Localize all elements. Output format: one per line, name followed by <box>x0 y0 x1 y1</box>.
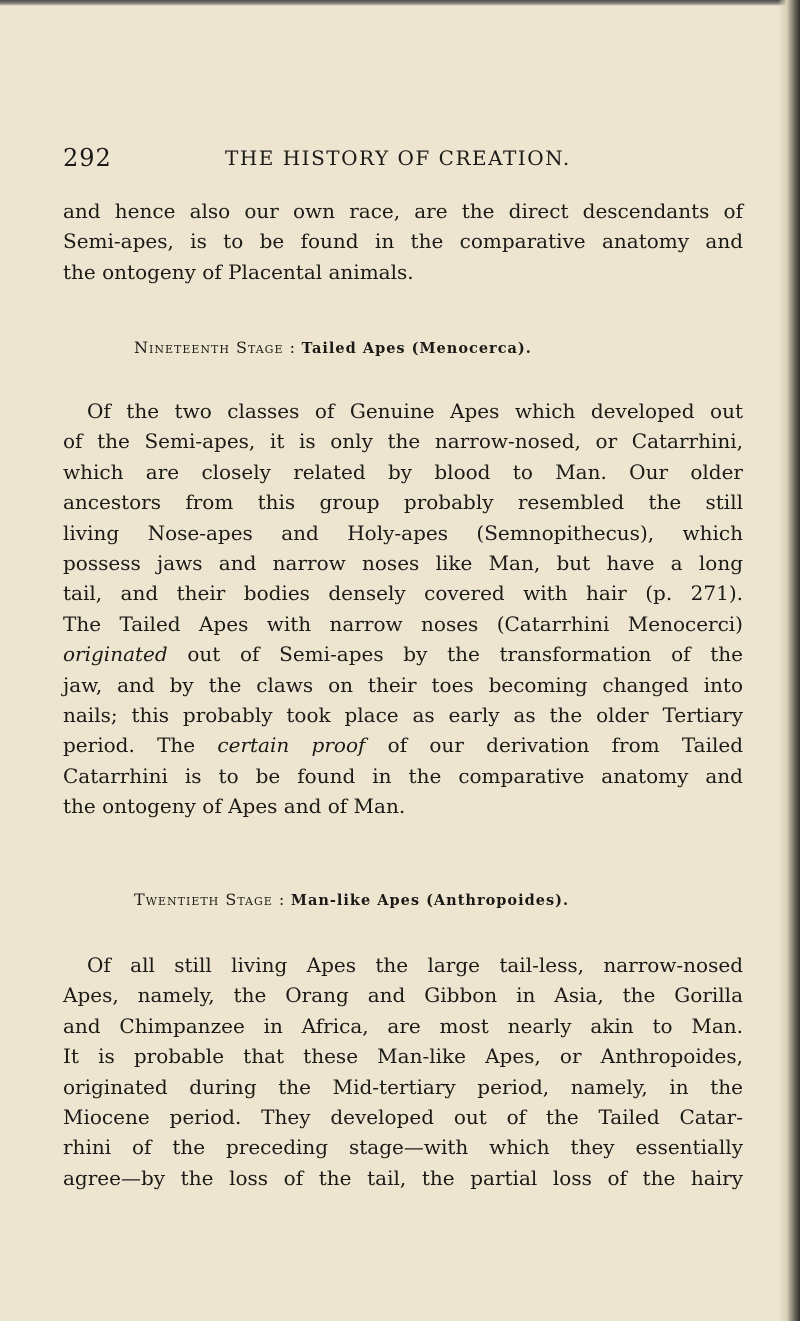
text-line-with-emphasis <box>63 639 743 669</box>
page-number: 292 <box>63 144 112 172</box>
text-line: Apes, namely, the Orang and Gibbon in Asia, the Gorilla <box>63 983 743 1008</box>
text-line: and hence also our own race, are the direct descendants of <box>63 199 743 223</box>
text-line: which are closely related by blood to Man. Our older <box>63 459 743 484</box>
text-line: the ontogeny of Apes and of Man. <box>63 794 406 819</box>
text-line: Miocene period. They developed out of the Tailed Catar- <box>63 1104 743 1129</box>
paragraph-tailed-apes <box>63 396 743 821</box>
text-line: and Chimpanzee in Africa, are most nearly akin to Man. <box>63 1013 743 1038</box>
text-line: possess jaws and narrow noses like Man, but have a long <box>63 550 743 575</box>
emphasis-originated: originated <box>63 642 168 667</box>
heading-title: Tailed Apes (Menocerca). <box>301 340 532 357</box>
text-line: nails; this probably took place as early as the older Tertiary <box>63 702 743 727</box>
text-line: jaw, and by the claws on their toes becoming changed into <box>63 672 743 697</box>
text-line: ancestors from this group probably resembled the still <box>63 490 743 515</box>
text-line-rest: out of Semi-apes by the transformation of the <box>167 642 743 667</box>
heading-label: Twentieth Stage : <box>134 890 286 909</box>
paragraph-continuation <box>63 196 743 287</box>
text-line: Catarrhini is to be found in the comparative anatomy and <box>63 763 743 788</box>
running-title: THE HISTORY OF CREATION. <box>225 146 571 170</box>
text-line: originated during the Mid-tertiary period, namely, in the <box>63 1074 743 1099</box>
text-line: Of all still living Apes the large tail-less, narrow-nosed <box>87 953 743 977</box>
emphasis-certain-proof: certain proof <box>217 733 366 758</box>
text-line: tail, and their bodies densely covered with hair (p. 271). <box>63 581 743 606</box>
text-line: rhini of the preceding stage—with which they essentially <box>63 1135 743 1160</box>
text-line: the ontogeny of Placental animals. <box>63 259 414 284</box>
text-line-rest: of our derivation from Tailed <box>365 733 743 758</box>
page-header <box>63 140 743 174</box>
section-heading-nineteenth-stage <box>134 338 532 357</box>
heading-title: Man-like Apes (Anthropoides). <box>290 892 570 909</box>
text-line-with-emphasis <box>63 730 743 760</box>
paragraph-man-like-apes <box>63 950 743 1193</box>
text-line: The Tailed Apes with narrow noses (Catarrhini Menocerci) <box>63 611 743 636</box>
text-line: living Nose-apes and Holy-apes (Semnopithecus), which <box>63 520 743 545</box>
section-heading-twentieth-stage <box>134 890 569 909</box>
text-line-start: period. The <box>63 733 218 758</box>
text-line: Of the two classes of Genuine Apes which developed out <box>87 399 743 423</box>
text-line: Semi-apes, is to be found in the comparative anatomy and <box>63 229 743 254</box>
page-binding-shadow <box>778 0 800 1321</box>
text-line: agree—by the loss of the tail, the partial loss of the hairy <box>63 1165 743 1190</box>
heading-label: Nineteenth Stage : <box>134 338 296 357</box>
page-top-shadow <box>0 0 800 6</box>
text-line: It is probable that these Man-like Apes, or Anthropoides, <box>63 1044 743 1069</box>
text-line: of the Semi-apes, it is only the narrow-nosed, or Catarrhini, <box>63 429 743 454</box>
